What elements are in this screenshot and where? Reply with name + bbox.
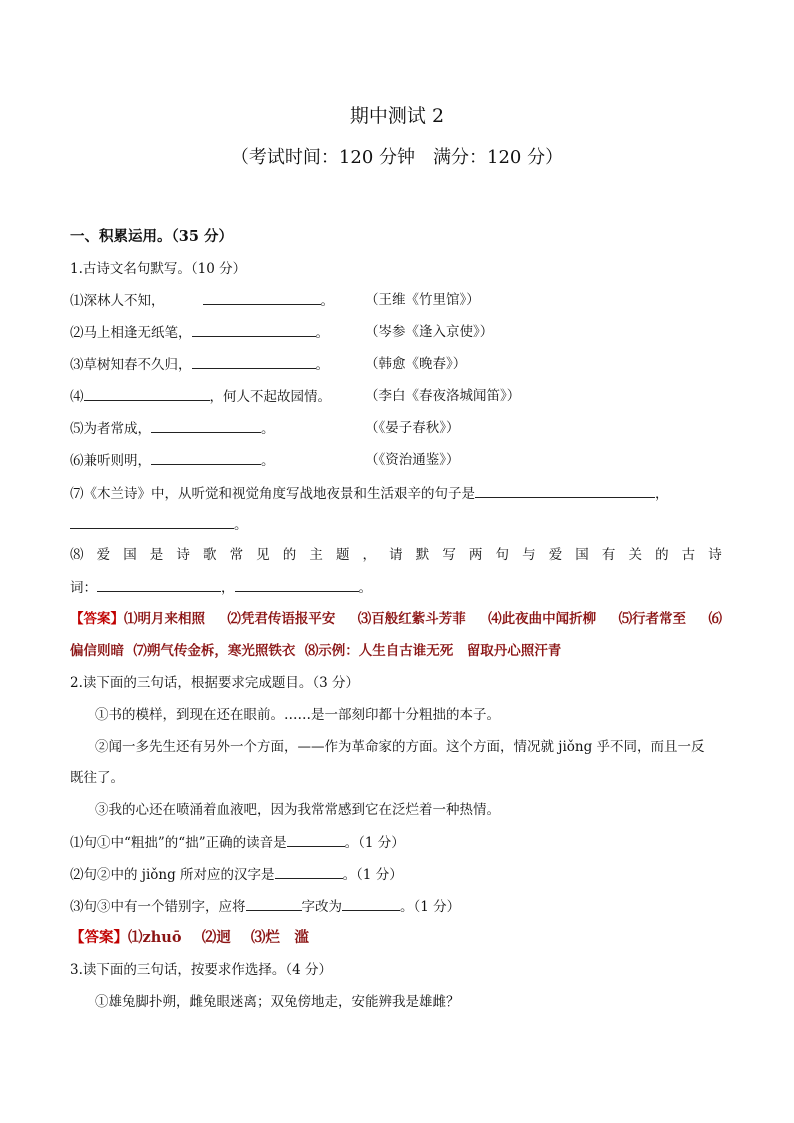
q2-answer: 【答案】⑴zhuō ⑵迥 ⑶烂 滥 [70,929,309,946]
q3-sentence-1: ①雄兔脚扑朔，雌兔眼迷离；双兔傍地走，安能辨我是雄雌？ [95,994,460,1010]
q2-sub-3: ⑶句③中有一个错别字，应将 字改为 。（1 分） [70,896,460,917]
q1-item-5: ⑸为者常成， 。 [70,418,275,439]
page-title: 期中测试 2 [349,105,445,127]
answer-blank[interactable] [342,896,400,911]
answer-blank[interactable] [275,864,343,879]
q1-item-7: ⑺《木兰诗》中，从听觉和视觉角度写战地夜景和生活艰辛的句子是 ， [70,483,669,504]
q1-item-2: ⑵马上相逢无纸笔， 。 [70,322,329,343]
q2-sentence-1: ①书的模样，到现在还在眼前。……是一部刻印都十分粗拙的本子。 [95,707,500,723]
answer-blank[interactable] [151,418,261,433]
question-2-stem: 2.读下面的三句话，根据要求完成题目。（3 分） [70,675,360,691]
q1-item-1-source: （王维《竹里馆》） [365,292,480,308]
page-subtitle: （考试时间：120 分钟 满分：120 分） [230,147,564,168]
q1-item-2-source: （岑参《逢入京使》） [365,324,494,340]
answer-blank[interactable] [246,896,302,911]
q2-sub-1: ⑴句①中“粗拙”的“拙”正确的读音是 。（1 分） [70,832,405,853]
answer-blank[interactable] [475,483,655,498]
q2-sentence-3: ③我的心还在喷涌着血液吧，因为我常常感到它在泛烂着一种热情。 [95,802,500,818]
answer-blank[interactable] [151,450,261,465]
q1-item-7-cont: 。 [70,514,248,535]
q1-item-4-source: （李白《春夜洛城闻笛》） [365,388,521,404]
q2-sub-2: ⑵句②中的 jiǒng 所对应的汉字是 。（1 分） [70,864,403,885]
answer-blank[interactable] [70,514,234,529]
answer-blank[interactable] [287,832,345,847]
q2-sentence-2: ②闻一多先生还有另外一个方面，——作为革命家的方面。这个方面，情况就 jiǒng 乎不同，而且一反 [95,739,705,755]
q1-item-8-cont: 词： ， 。 [70,577,372,598]
q1-answer-line-2: 偏信则暗 ⑺朔气传金柝，寒光照铁衣 ⑻示例：人生自古谁无死 留取丹心照汗青 [70,643,562,659]
answer-blank[interactable] [97,577,221,592]
answer-blank[interactable] [84,386,210,401]
answer-blank[interactable] [192,322,316,337]
q1-item-8: ⑻ 爱 国 是 诗 歌 常 见 的 主 题 ， 请 默 写 两 句 与 爱 国 有 关 的 古 诗 [70,547,722,563]
q1-item-1: ⑴深林人不知， 。 [70,290,334,311]
q1-answer-line-1: 【答案】⑴明月来相照 ⑵凭君传语报平安 ⑶百般红紫斗芳菲 ⑷此夜曲中闻折柳 ⑸行者常至 ⑹ [70,611,722,627]
question-3-stem: 3.读下面的三句话，按要求作选择。（4 分） [70,962,333,978]
q2-sentence-2-cont: 既往了。 [70,770,124,786]
answer-blank[interactable] [235,577,359,592]
q1-item-5-source: （《晏子春秋》） [365,420,460,436]
q1-item-3-source: （韩愈《晚春》） [365,356,467,372]
section-heading: 一、积累运用。（35 分） [70,228,233,245]
answer-blank[interactable] [203,290,321,305]
q1-item-6: ⑹兼听则明， 。 [70,450,275,471]
answer-blank[interactable] [192,354,316,369]
q1-item-6-source: （《资治通鉴》） [365,452,460,468]
question-1-stem: 1.古诗文名句默写。（10 分） [70,261,247,277]
q1-item-4: ⑷ ，何人不起故园情。 [70,386,331,407]
q1-item-3: ⑶草树知春不久归， 。 [70,354,329,375]
